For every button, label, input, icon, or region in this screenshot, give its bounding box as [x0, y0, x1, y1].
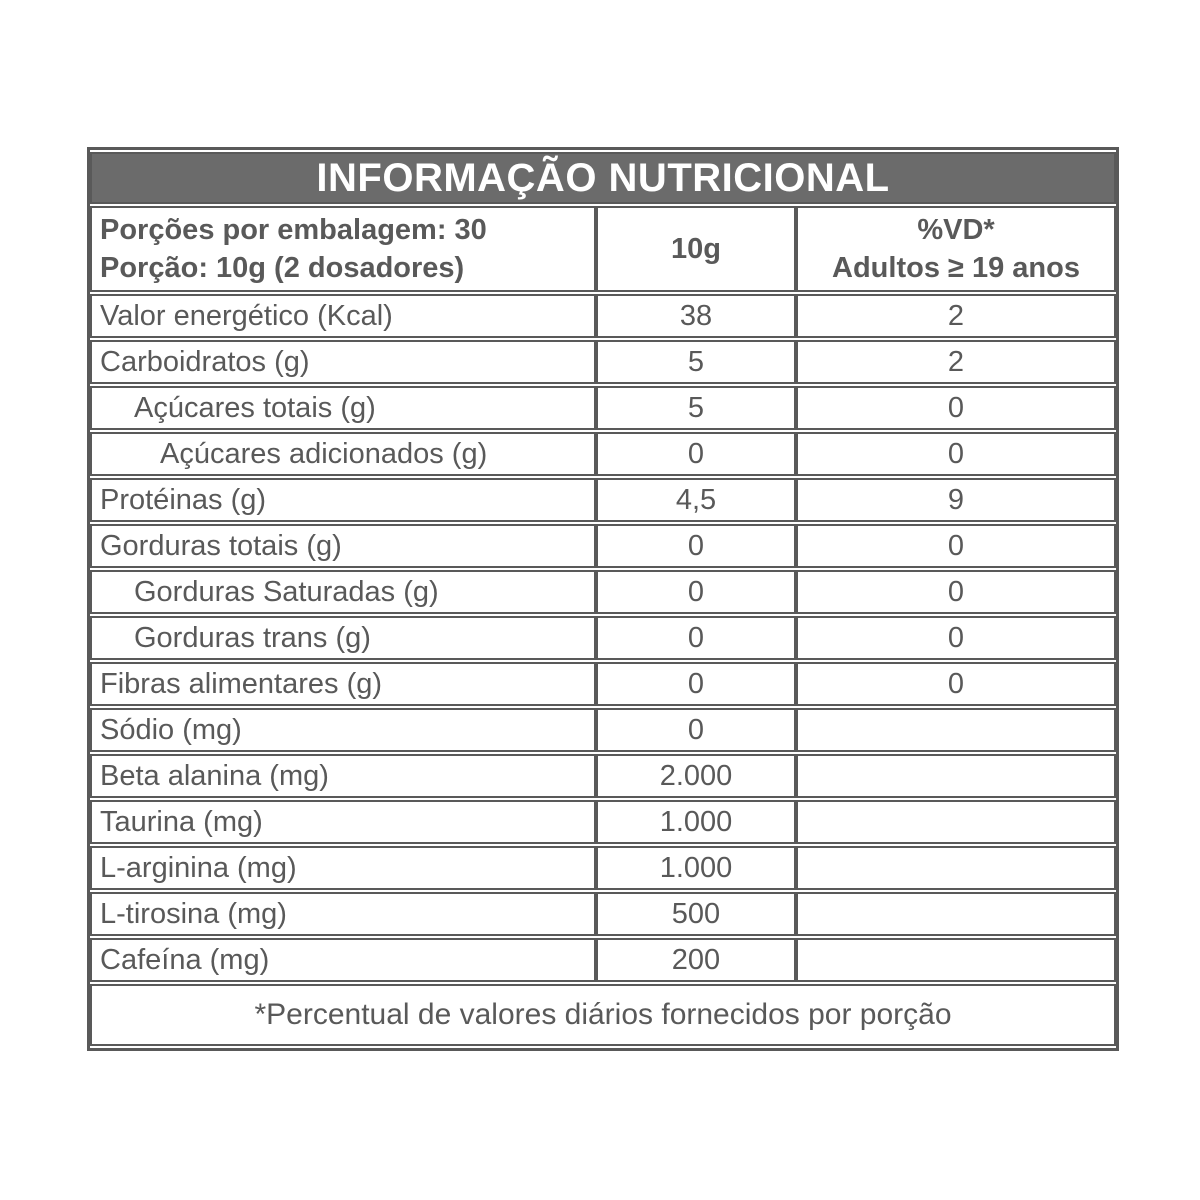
nutrient-amount: 2.000 — [596, 754, 796, 798]
nutrient-label: Beta alanina (mg) — [90, 754, 596, 798]
nutrient-daily-value: 0 — [796, 524, 1116, 568]
nutrient-amount: 5 — [596, 386, 796, 430]
nutrient-label: Valor energético (Kcal) — [90, 294, 596, 338]
nutrient-daily-value: 0 — [796, 386, 1116, 430]
nutrient-label: L-arginina (mg) — [90, 846, 596, 890]
nutrient-amount: 1.000 — [596, 800, 796, 844]
nutrient-daily-value: 0 — [796, 432, 1116, 476]
nutrient-daily-value — [796, 892, 1116, 936]
nutrient-amount: 0 — [596, 662, 796, 706]
daily-value-footnote: *Percentual de valores diários fornecidos por porção — [90, 984, 1116, 1046]
nutrient-label: Gorduras totais (g) — [90, 524, 596, 568]
nutrient-daily-value: 0 — [796, 570, 1116, 614]
nutrient-rows — [90, 294, 1116, 982]
nutrient-daily-value — [796, 708, 1116, 752]
nutrient-amount: 4,5 — [596, 478, 796, 522]
nutrient-daily-value — [796, 846, 1116, 890]
nutrient-daily-value — [796, 754, 1116, 798]
nutrient-amount: 200 — [596, 938, 796, 982]
table-row — [90, 386, 1116, 430]
daily-value-header-audience: Adultos ≥ 19 anos — [832, 252, 1080, 284]
nutrient-daily-value: 2 — [796, 294, 1116, 338]
nutrient-amount: 38 — [596, 294, 796, 338]
nutrient-daily-value: 2 — [796, 340, 1116, 384]
table-row — [90, 340, 1116, 384]
nutrient-label: Fibras alimentares (g) — [90, 662, 596, 706]
nutrient-daily-value — [796, 938, 1116, 982]
table-row — [90, 754, 1116, 798]
table-footnote-row — [90, 984, 1116, 1046]
table-row — [90, 616, 1116, 660]
serving-size: Porção: 10g (2 dosadores) — [100, 252, 465, 284]
amount-column-header: 10g — [596, 206, 796, 292]
servings-per-package: Porções por embalagem: 30 — [100, 214, 487, 246]
daily-value-column-header — [796, 206, 1116, 292]
table-row — [90, 478, 1116, 522]
nutrient-amount: 0 — [596, 708, 796, 752]
table-row — [90, 800, 1116, 844]
nutrient-label: Taurina (mg) — [90, 800, 596, 844]
nutrient-amount: 0 — [596, 432, 796, 476]
nutrient-amount: 0 — [596, 570, 796, 614]
nutrient-amount: 0 — [596, 524, 796, 568]
table-row — [90, 432, 1116, 476]
table-row — [90, 846, 1116, 890]
table-row — [90, 938, 1116, 982]
nutrient-daily-value: 0 — [796, 662, 1116, 706]
nutrient-label: Gorduras Saturadas (g) — [90, 570, 596, 614]
nutrient-amount: 5 — [596, 340, 796, 384]
table-row — [90, 524, 1116, 568]
nutrient-label: Sódio (mg) — [90, 708, 596, 752]
table-row — [90, 570, 1116, 614]
nutrient-daily-value: 9 — [796, 478, 1116, 522]
nutrient-label: Açúcares adicionados (g) — [90, 432, 596, 476]
nutrient-label: Protéinas (g) — [90, 478, 596, 522]
nutrient-label: L-tirosina (mg) — [90, 892, 596, 936]
nutrient-daily-value — [796, 800, 1116, 844]
table-title-row — [90, 152, 1116, 204]
table-row — [90, 892, 1116, 936]
nutrient-label: Açúcares totais (g) — [90, 386, 596, 430]
table-row — [90, 294, 1116, 338]
table-row — [90, 662, 1116, 706]
nutrient-amount: 500 — [596, 892, 796, 936]
nutrition-facts-table — [87, 147, 1119, 1051]
serving-info-cell — [90, 206, 596, 292]
nutrient-label: Gorduras trans (g) — [90, 616, 596, 660]
nutrient-amount: 1.000 — [596, 846, 796, 890]
nutrient-label: Cafeína (mg) — [90, 938, 596, 982]
nutrient-label: Carboidratos (g) — [90, 340, 596, 384]
table-row — [90, 708, 1116, 752]
table-subheader-row — [90, 206, 1116, 292]
nutrient-daily-value: 0 — [796, 616, 1116, 660]
daily-value-header-abbrev: %VD* — [917, 214, 995, 246]
table-title: INFORMAÇÃO NUTRICIONAL — [90, 152, 1116, 204]
nutrient-amount: 0 — [596, 616, 796, 660]
